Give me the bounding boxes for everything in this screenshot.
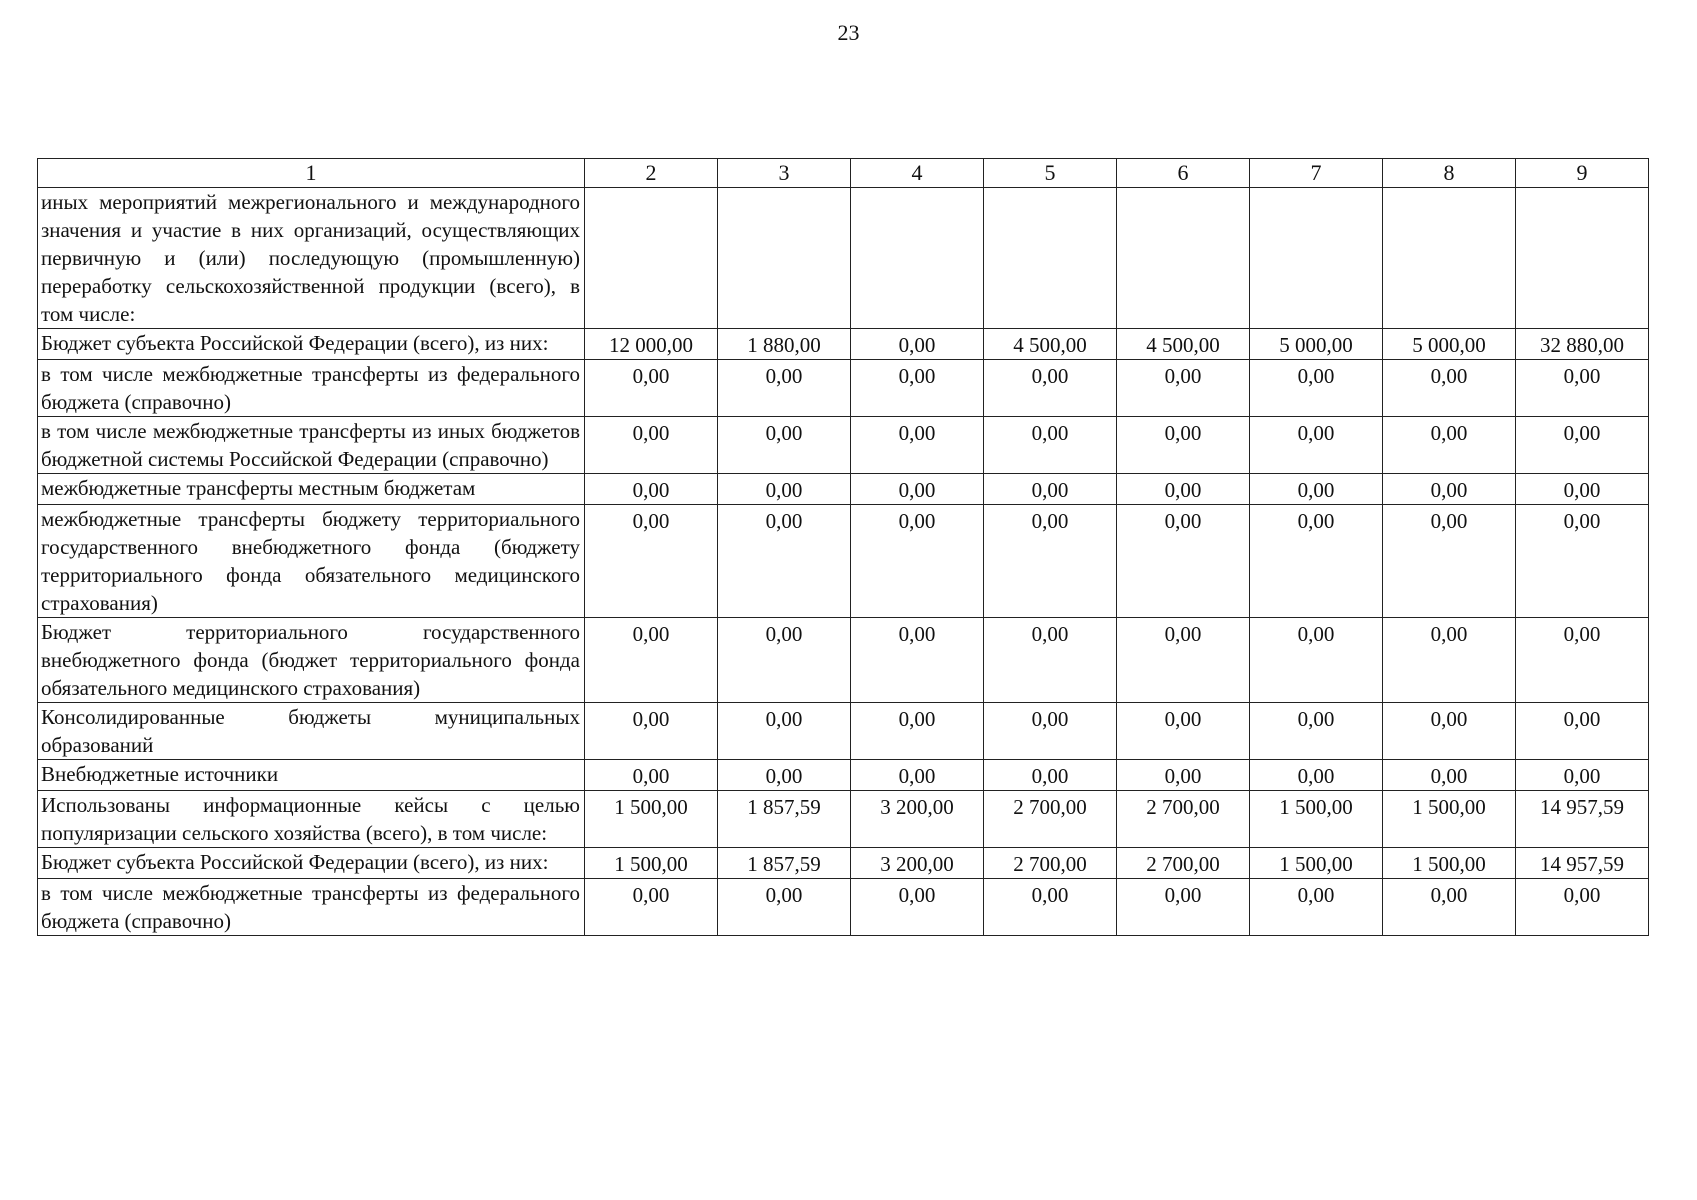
table-header xyxy=(38,159,1649,188)
row-value: 2 700,00 xyxy=(1117,848,1250,879)
row-value xyxy=(1250,188,1383,329)
row-label: Бюджет субъекта Российской Федерации (всего), из них: xyxy=(38,848,585,879)
row-value: 0,00 xyxy=(1383,360,1516,417)
row-value: 0,00 xyxy=(984,474,1117,505)
row-value: 3 200,00 xyxy=(851,848,984,879)
row-value: 4 500,00 xyxy=(984,329,1117,360)
table-row xyxy=(38,417,1649,474)
row-value: 1 500,00 xyxy=(585,848,718,879)
row-label: в том числе межбюджетные трансферты из федерального бюджета (справочно) xyxy=(38,879,585,936)
row-value: 0,00 xyxy=(718,505,851,618)
row-value: 0,00 xyxy=(1117,360,1250,417)
row-value: 0,00 xyxy=(1250,618,1383,703)
row-value: 0,00 xyxy=(718,703,851,760)
row-value: 0,00 xyxy=(1516,618,1649,703)
row-value: 0,00 xyxy=(851,505,984,618)
row-value: 1 857,59 xyxy=(718,848,851,879)
column-header-5: 5 xyxy=(984,159,1117,188)
row-value: 14 957,59 xyxy=(1516,848,1649,879)
row-value xyxy=(984,188,1117,329)
row-label: Бюджет территориального государственного внебюджетного фонда (бюджет территориального фонда обязательного медицинского страхования) xyxy=(38,618,585,703)
row-value: 0,00 xyxy=(851,760,984,791)
row-value: 0,00 xyxy=(984,360,1117,417)
table-row xyxy=(38,879,1649,936)
row-label: межбюджетные трансферты местным бюджетам xyxy=(38,474,585,505)
row-value: 0,00 xyxy=(1250,505,1383,618)
row-value: 1 500,00 xyxy=(1250,791,1383,848)
row-value xyxy=(851,188,984,329)
table-row xyxy=(38,703,1649,760)
row-value: 12 000,00 xyxy=(585,329,718,360)
row-value xyxy=(1117,188,1250,329)
row-value: 0,00 xyxy=(585,360,718,417)
row-value: 1 857,59 xyxy=(718,791,851,848)
row-value: 0,00 xyxy=(718,879,851,936)
row-value: 2 700,00 xyxy=(1117,791,1250,848)
row-value xyxy=(585,188,718,329)
row-value xyxy=(718,188,851,329)
row-value: 0,00 xyxy=(1516,760,1649,791)
table-row xyxy=(38,505,1649,618)
row-value: 0,00 xyxy=(1250,760,1383,791)
table-row xyxy=(38,848,1649,879)
row-value: 0,00 xyxy=(1516,474,1649,505)
column-header-4: 4 xyxy=(851,159,984,188)
row-value: 2 700,00 xyxy=(984,791,1117,848)
row-value: 4 500,00 xyxy=(1117,329,1250,360)
row-value: 0,00 xyxy=(851,360,984,417)
row-value: 0,00 xyxy=(1383,618,1516,703)
row-label: межбюджетные трансферты бюджету территориального государственного внебюджетного фонда (бюджету территориального фонда обязательного медицинского страхования) xyxy=(38,505,585,618)
row-value: 0,00 xyxy=(1250,474,1383,505)
row-value: 0,00 xyxy=(984,703,1117,760)
row-value: 0,00 xyxy=(1383,703,1516,760)
row-value xyxy=(1383,188,1516,329)
budget-table xyxy=(37,158,1649,936)
column-header-9: 9 xyxy=(1516,159,1649,188)
row-value: 0,00 xyxy=(1250,703,1383,760)
row-value: 0,00 xyxy=(851,329,984,360)
row-value: 0,00 xyxy=(984,618,1117,703)
row-value: 0,00 xyxy=(1516,417,1649,474)
table-row xyxy=(38,188,1649,329)
row-value: 5 000,00 xyxy=(1383,329,1516,360)
row-value: 0,00 xyxy=(1383,505,1516,618)
row-value: 0,00 xyxy=(585,505,718,618)
row-label: иных мероприятий межрегионального и международного значения и участие в них организаций, осуществляющих первичную и (или) последующую (промышленную) переработку сельскохозяйственной продукции (всего), в том числе: xyxy=(38,188,585,329)
row-value: 0,00 xyxy=(1250,879,1383,936)
row-label: в том числе межбюджетные трансферты из федерального бюджета (справочно) xyxy=(38,360,585,417)
row-value: 0,00 xyxy=(585,879,718,936)
row-value: 0,00 xyxy=(1117,879,1250,936)
row-value: 1 880,00 xyxy=(718,329,851,360)
page-number: 23 xyxy=(837,20,860,45)
row-value: 0,00 xyxy=(1383,417,1516,474)
row-value: 0,00 xyxy=(851,417,984,474)
row-value: 0,00 xyxy=(1516,505,1649,618)
row-value: 14 957,59 xyxy=(1516,791,1649,848)
row-value: 0,00 xyxy=(1250,417,1383,474)
row-value: 0,00 xyxy=(1117,760,1250,791)
table-row xyxy=(38,360,1649,417)
row-value: 0,00 xyxy=(585,703,718,760)
row-value: 0,00 xyxy=(718,474,851,505)
row-value: 0,00 xyxy=(984,417,1117,474)
row-value: 0,00 xyxy=(585,474,718,505)
row-value: 0,00 xyxy=(1383,760,1516,791)
row-value: 2 700,00 xyxy=(984,848,1117,879)
row-value: 0,00 xyxy=(718,360,851,417)
table-body xyxy=(38,188,1649,936)
row-value: 0,00 xyxy=(1516,879,1649,936)
row-value: 0,00 xyxy=(851,474,984,505)
row-value xyxy=(1516,188,1649,329)
row-value: 0,00 xyxy=(1117,703,1250,760)
row-label: Консолидированные бюджеты муниципальных образований xyxy=(38,703,585,760)
row-value: 1 500,00 xyxy=(1250,848,1383,879)
row-value: 0,00 xyxy=(851,879,984,936)
row-label: Внебюджетные источники xyxy=(38,760,585,791)
row-value: 0,00 xyxy=(984,505,1117,618)
column-header-6: 6 xyxy=(1117,159,1250,188)
row-value: 0,00 xyxy=(1516,703,1649,760)
row-value: 0,00 xyxy=(1117,618,1250,703)
row-value: 0,00 xyxy=(1383,879,1516,936)
row-value: 32 880,00 xyxy=(1516,329,1649,360)
row-value: 0,00 xyxy=(984,760,1117,791)
column-header-2: 2 xyxy=(585,159,718,188)
row-value: 0,00 xyxy=(1117,505,1250,618)
row-value: 5 000,00 xyxy=(1250,329,1383,360)
row-value: 0,00 xyxy=(718,760,851,791)
table-row xyxy=(38,618,1649,703)
row-value: 0,00 xyxy=(585,417,718,474)
table-row xyxy=(38,791,1649,848)
row-value: 0,00 xyxy=(585,618,718,703)
column-header-3: 3 xyxy=(718,159,851,188)
row-value: 3 200,00 xyxy=(851,791,984,848)
column-header-1: 1 xyxy=(38,159,585,188)
row-label: в том числе межбюджетные трансферты из иных бюджетов бюджетной системы Российской Федерации (справочно) xyxy=(38,417,585,474)
budget-table-container xyxy=(37,158,1649,936)
row-value: 0,00 xyxy=(718,618,851,703)
column-header-8: 8 xyxy=(1383,159,1516,188)
row-value: 0,00 xyxy=(1250,360,1383,417)
column-header-7: 7 xyxy=(1250,159,1383,188)
row-label: Бюджет субъекта Российской Федерации (всего), из них: xyxy=(38,329,585,360)
table-row xyxy=(38,760,1649,791)
row-value: 1 500,00 xyxy=(585,791,718,848)
row-value: 0,00 xyxy=(1117,417,1250,474)
header-row xyxy=(38,159,1649,188)
table-row xyxy=(38,329,1649,360)
row-value: 0,00 xyxy=(1516,360,1649,417)
row-value: 0,00 xyxy=(718,417,851,474)
row-value: 0,00 xyxy=(851,618,984,703)
row-value: 0,00 xyxy=(851,703,984,760)
row-value: 0,00 xyxy=(1383,474,1516,505)
row-value: 1 500,00 xyxy=(1383,791,1516,848)
row-value: 0,00 xyxy=(984,879,1117,936)
row-value: 0,00 xyxy=(585,760,718,791)
row-value: 0,00 xyxy=(1117,474,1250,505)
row-value: 1 500,00 xyxy=(1383,848,1516,879)
table-row xyxy=(38,474,1649,505)
row-label: Использованы информационные кейсы с целью популяризации сельского хозяйства (всего), в том числе: xyxy=(38,791,585,848)
